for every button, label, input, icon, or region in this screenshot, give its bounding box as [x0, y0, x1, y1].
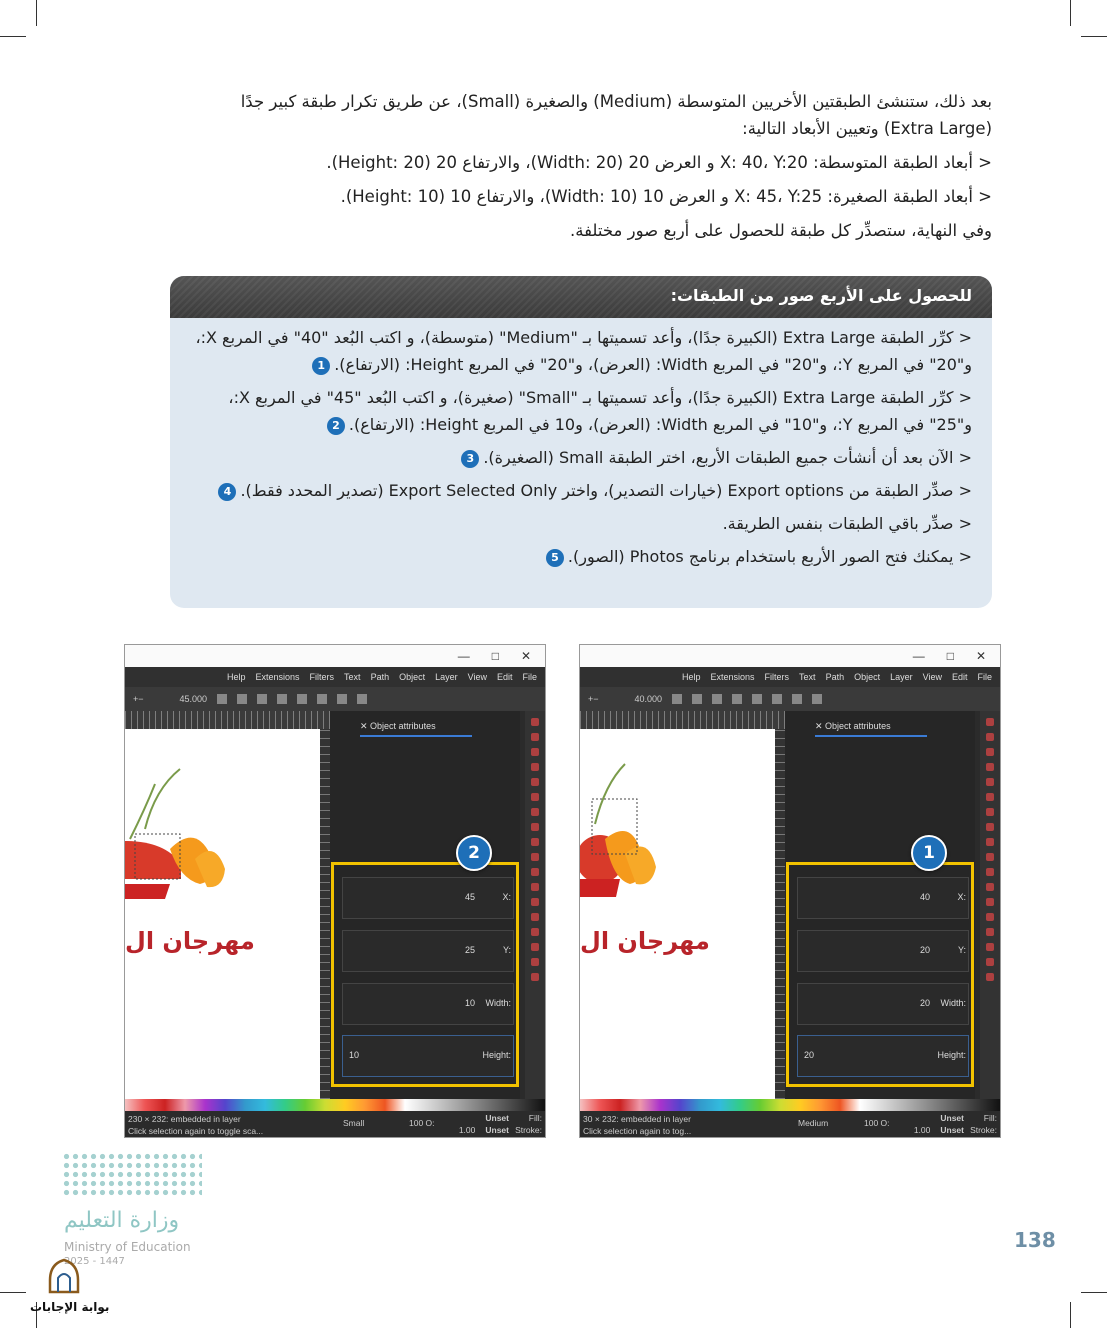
tool-icon[interactable] — [531, 913, 539, 921]
arrange-icon[interactable] — [357, 694, 367, 704]
x-label: X: — [502, 892, 511, 902]
stroke-width: 1.00 — [458, 1125, 476, 1135]
plus-minus-icon[interactable]: +− — [133, 694, 144, 704]
y-label: Y: — [502, 945, 511, 955]
drawing-canvas[interactable] — [580, 729, 775, 1099]
tool-icon[interactable] — [531, 973, 539, 981]
step-number-badge: 3 — [461, 450, 479, 468]
menu-help[interactable]: Help — [682, 672, 701, 682]
tool-icon[interactable] — [986, 958, 994, 966]
menu-object[interactable]: Object — [399, 672, 426, 682]
tab-object-attributes[interactable]: ✕ Object attributes — [815, 721, 927, 737]
tool-icon[interactable] — [531, 868, 539, 876]
menu-object[interactable]: Object — [854, 672, 881, 682]
fill-stroke-labels — [970, 1112, 997, 1136]
height-value: 20 — [804, 1050, 815, 1060]
drawing-canvas[interactable] — [125, 729, 320, 1099]
tools-toolbar — [525, 711, 545, 1099]
y-label: Y: — [957, 945, 966, 955]
fill-stroke-labels — [515, 1112, 542, 1136]
medium-dimensions: < أبعاد الطبقة المتوسطة: X: 40، Y:20 و العرض 20 (Width: 20)، والارتفاع 20 (Height: 20). — [326, 153, 992, 172]
align-icon[interactable] — [672, 694, 682, 704]
intro-line: بعد ذلك، ستنشئ الطبقتين الأخريين المتوسطة (Medium) والصغيرة (Small)، عن طريق تكرار طبقة كبير جدًا (Extra Large) وتعيين الأبعاد التالية: — [240, 92, 992, 138]
artwork-image — [125, 729, 320, 1099]
crop-mark — [0, 1292, 26, 1293]
menu-extensions[interactable]: Extensions — [710, 672, 755, 682]
arrange-icon[interactable] — [317, 694, 327, 704]
height-value: 10 — [349, 1050, 360, 1060]
instruction-box-title: للحصول على الأربع صور من الطبقات: — [170, 276, 992, 318]
maximize-icon[interactable]: □ — [946, 649, 954, 663]
tool-icon[interactable] — [531, 928, 539, 936]
tool-icon[interactable] — [986, 793, 994, 801]
list-item — [184, 384, 972, 438]
fill-value: Unset — [940, 1113, 964, 1123]
intro-text — [192, 88, 992, 251]
arrange-icon[interactable] — [792, 694, 802, 704]
menu-text[interactable]: Text — [344, 672, 361, 682]
page-number: 138 — [1014, 1228, 1056, 1252]
opacity-indicator[interactable]: 100 O: — [864, 1118, 890, 1128]
color-palette[interactable] — [580, 1099, 1000, 1111]
menu-file[interactable]: File — [522, 672, 537, 682]
tool-icon[interactable] — [531, 883, 539, 891]
menu-bar — [580, 667, 1000, 687]
step-text: < صدِّر الطبقة من Export options (خيارات التصدير)، واختر Export Selected Only (تصدير المحدد فقط). — [240, 481, 972, 500]
y-value: 25 — [464, 945, 475, 955]
menu-layer[interactable]: Layer — [435, 672, 458, 682]
inkscape-screenshot-medium — [580, 645, 1000, 1137]
menu-file[interactable]: File — [977, 672, 992, 682]
list-item — [184, 510, 972, 537]
status-bar — [125, 1111, 545, 1137]
site-logo-icon — [44, 1258, 84, 1296]
menu-help[interactable]: Help — [227, 672, 246, 682]
align-icon[interactable] — [277, 694, 287, 704]
callout-marker: 2 — [456, 835, 492, 871]
width-label: Width: — [485, 998, 511, 1008]
menu-path[interactable]: Path — [825, 672, 845, 682]
arrange-icon[interactable] — [812, 694, 822, 704]
window-titlebar — [125, 645, 545, 667]
tool-icon[interactable] — [531, 898, 539, 906]
window-titlebar — [580, 645, 1000, 667]
callout-marker: 1 — [911, 835, 947, 871]
ministry-name-english: Ministry of Education — [64, 1240, 191, 1254]
step-text: < الآن بعد أن أنشأت جميع الطبقات الأربع، اختر الطبقة Small (الصغيرة). — [483, 448, 972, 467]
tab-object-attributes[interactable]: ✕ Object attributes — [360, 721, 472, 737]
horizontal-ruler — [125, 711, 330, 729]
coordinate-field[interactable]: 45.000 — [179, 694, 208, 704]
tool-icon[interactable] — [531, 763, 539, 771]
layer-indicator[interactable]: Medium — [798, 1118, 829, 1128]
tool-icon[interactable] — [986, 733, 994, 741]
step-text: < كرِّر الطبقة Extra Large (الكبيرة جدًا)، وأعد تسميتها بـ "Medium" (متوسطة)، و اكتب البُعد "40" في المربع X:، و"20" في المربع Y:، و"20" في المربع Width: (العرض)، و"20" في المربع Height: (الارتفاع). — [195, 328, 972, 374]
tool-icon[interactable] — [986, 778, 994, 786]
tool-icon[interactable] — [986, 913, 994, 921]
height-label: Height: — [937, 1050, 966, 1060]
status-line: 30 × 232: embedded in layer — [583, 1114, 691, 1124]
minimize-icon[interactable]: — — [457, 649, 470, 663]
festival-title-art: مهرجان ال — [580, 927, 710, 955]
align-icon[interactable] — [257, 694, 267, 704]
stroke-value: Unset — [485, 1125, 509, 1135]
opacity-indicator[interactable]: 100 O: — [409, 1118, 435, 1128]
status-message — [583, 1113, 691, 1137]
fill-stroke-values — [459, 1112, 509, 1136]
crop-mark — [1070, 0, 1071, 26]
tool-icon[interactable] — [531, 838, 539, 846]
plus-minus-icon[interactable]: +− — [588, 694, 599, 704]
status-line: Click selection again to toggle sca... — [128, 1126, 264, 1136]
highlighted-fields — [786, 862, 974, 1087]
tool-icon[interactable] — [986, 868, 994, 876]
tool-icon[interactable] — [531, 958, 539, 966]
list-item — [184, 324, 972, 378]
align-icon[interactable] — [217, 694, 227, 704]
stroke-label: Stroke: — [970, 1125, 997, 1135]
tool-icon[interactable] — [986, 973, 994, 981]
x-label: X: — [957, 892, 966, 902]
align-icon[interactable] — [712, 694, 722, 704]
festival-title-art: مهرجان ال — [125, 927, 255, 955]
status-line: Click selection again to tog... — [583, 1126, 692, 1136]
tool-icon[interactable] — [531, 823, 539, 831]
x-field[interactable] — [342, 877, 514, 919]
site-name: بوابة الإجابات — [30, 1300, 110, 1314]
list-item — [184, 444, 972, 471]
step-text: < صدِّر باقي الطبقات بنفس الطريقة. — [722, 514, 972, 533]
menu-path[interactable]: Path — [370, 672, 390, 682]
horizontal-ruler — [580, 711, 785, 729]
tool-icon[interactable] — [986, 808, 994, 816]
height-label: Height: — [482, 1050, 511, 1060]
step-text: < يمكنك فتح الصور الأربع باستخدام برنامج Photos (الصور). — [567, 547, 972, 566]
arrange-icon[interactable] — [337, 694, 347, 704]
status-line: 230 × 232: embedded in layer — [128, 1114, 241, 1124]
step-number-badge: 1 — [312, 357, 330, 375]
color-palette[interactable] — [125, 1099, 545, 1111]
align-icon[interactable] — [237, 694, 247, 704]
width-label: Width: — [940, 998, 966, 1008]
stroke-width: 1.00 — [913, 1125, 931, 1135]
tool-controls-bar — [125, 687, 545, 711]
tool-icon[interactable] — [531, 748, 539, 756]
tool-icon[interactable] — [986, 928, 994, 936]
crop-mark — [0, 36, 26, 37]
tool-icon[interactable] — [531, 778, 539, 786]
ministry-name-arabic: وزارة التعليم — [64, 1208, 180, 1233]
tool-icon[interactable] — [986, 718, 994, 726]
artwork-image — [580, 729, 775, 1099]
tool-controls-bar — [580, 687, 1000, 711]
highlighted-fields — [331, 862, 519, 1087]
small-dimensions: < أبعاد الطبقة الصغيرة: X: 45، Y:25 و العرض 10 (Width: 10)، والارتفاع 10 (Height: 10). — [340, 187, 992, 206]
menu-filters[interactable]: Filters — [309, 672, 335, 682]
menu-view[interactable]: View — [922, 672, 942, 682]
tab-label: Object attributes — [825, 721, 891, 731]
height-field[interactable] — [342, 1035, 514, 1077]
fill-stroke-values — [914, 1112, 964, 1136]
menu-view[interactable]: View — [467, 672, 487, 682]
align-icon[interactable] — [732, 694, 742, 704]
coordinate-field[interactable]: 40.000 — [634, 694, 663, 704]
step-number-badge: 2 — [327, 417, 345, 435]
list-item — [184, 477, 972, 504]
y-field[interactable] — [342, 930, 514, 972]
crop-mark — [1081, 36, 1107, 37]
step-number-badge: 4 — [218, 483, 236, 501]
minimize-icon[interactable]: — — [912, 649, 925, 663]
width-field[interactable] — [342, 983, 514, 1025]
instruction-box — [170, 276, 992, 608]
fill-value: Unset — [485, 1113, 509, 1123]
crop-mark — [1070, 1302, 1071, 1328]
list-item — [184, 543, 972, 570]
menu-edit[interactable]: Edit — [496, 672, 513, 682]
tool-icon[interactable] — [531, 733, 539, 741]
tools-toolbar — [980, 711, 1000, 1099]
close-icon[interactable]: ✕ — [975, 649, 986, 663]
arrange-icon[interactable] — [772, 694, 782, 704]
status-bar — [580, 1111, 1000, 1137]
tool-icon[interactable] — [531, 793, 539, 801]
menu-extensions[interactable]: Extensions — [255, 672, 300, 682]
crop-mark — [1081, 1292, 1107, 1293]
tool-icon[interactable] — [531, 718, 539, 726]
menu-layer[interactable]: Layer — [890, 672, 913, 682]
fill-label: Fill: — [528, 1113, 542, 1123]
stroke-value: Unset — [940, 1125, 964, 1135]
fill-label: Fill: — [983, 1113, 997, 1123]
tool-icon[interactable] — [986, 883, 994, 891]
tool-icon[interactable] — [531, 808, 539, 816]
maximize-icon[interactable]: □ — [491, 649, 499, 663]
arrange-icon[interactable] — [752, 694, 762, 704]
status-message — [128, 1113, 263, 1137]
tool-icon[interactable] — [531, 943, 539, 951]
height-field[interactable] — [797, 1035, 969, 1077]
stroke-label: Stroke: — [515, 1125, 542, 1135]
width-value: 20 — [919, 998, 930, 1008]
width-field[interactable] — [797, 983, 969, 1025]
tool-icon[interactable] — [531, 853, 539, 861]
tool-icon[interactable] — [986, 898, 994, 906]
x-value: 45 — [464, 892, 475, 902]
menu-edit[interactable]: Edit — [951, 672, 968, 682]
ministry-logo — [62, 1152, 202, 1198]
menu-filters[interactable]: Filters — [764, 672, 790, 682]
vertical-ruler — [775, 729, 785, 1099]
edition-years: 2025 - 1447 — [64, 1256, 125, 1267]
tool-icon[interactable] — [986, 823, 994, 831]
y-field[interactable] — [797, 930, 969, 972]
tool-icon[interactable] — [986, 748, 994, 756]
tool-icon[interactable] — [986, 943, 994, 951]
crop-mark — [36, 0, 37, 26]
vertical-ruler — [320, 729, 330, 1099]
width-value: 10 — [464, 998, 475, 1008]
inkscape-screenshot-small — [125, 645, 545, 1137]
tab-label: Object attributes — [370, 721, 436, 731]
x-field[interactable] — [797, 877, 969, 919]
step-number-badge: 5 — [546, 549, 564, 567]
close-icon[interactable]: ✕ — [520, 649, 531, 663]
y-value: 20 — [919, 945, 930, 955]
intro-final: وفي النهاية، ستصدِّر كل طبقة للحصول على أربع صور مختلفة. — [569, 221, 992, 240]
arrange-icon[interactable] — [297, 694, 307, 704]
tool-icon[interactable] — [986, 838, 994, 846]
step-text: < كرِّر الطبقة Extra Large (الكبيرة جدًا)، وأعد تسميتها بـ "Small" (صغيرة)، و اكتب البُعد "45" في المربع X:، و"25" في المربع Y:، و"10" في المربع Width: (العرض)، و10 في المربع Height: (الارتفاع). — [228, 388, 972, 434]
menu-bar — [125, 667, 545, 687]
instruction-list — [170, 318, 992, 570]
tool-icon[interactable] — [986, 853, 994, 861]
tool-icon[interactable] — [986, 763, 994, 771]
align-icon[interactable] — [692, 694, 702, 704]
layer-indicator[interactable]: Small — [343, 1118, 365, 1128]
x-value: 40 — [919, 892, 930, 902]
menu-text[interactable]: Text — [799, 672, 816, 682]
